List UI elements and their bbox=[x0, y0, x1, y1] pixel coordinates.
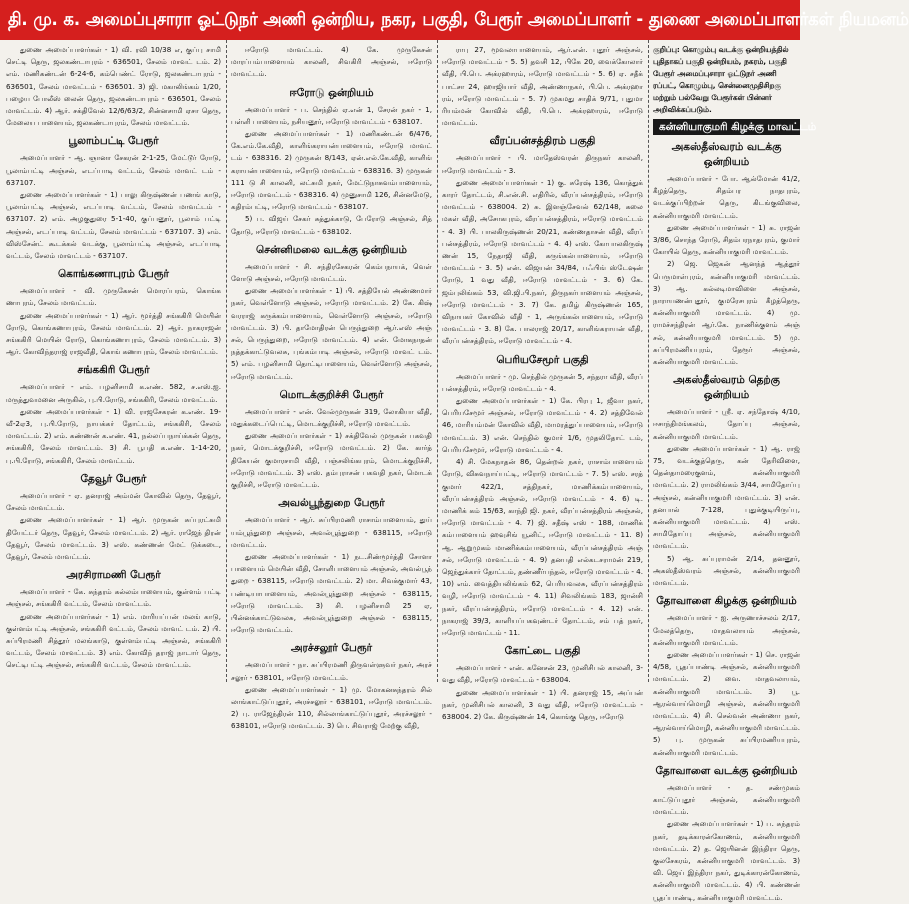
notice-paragraph: துணை அமைப்பாளர்கள் - 1) பி. தனராஜ் 15, அப்பன் நகர், முனிசிபல் காலனி, 3 வது வீதி, ஈரோடு மாவட்டம் - 638004. 2) கே. கிருஷ்ணன் 14, கொங்கு தெரு, ஈரோடு bbox=[442, 687, 643, 721]
section-heading: அரசிராமணி பேரூர் bbox=[66, 569, 161, 582]
notice-paragraph: அமைப்பாளர் - என். கனேசன் 23, முனிசிபல் காலனி, 3-வது வீதி, ஈரோடு மாவட்டம் - 638004. bbox=[442, 663, 643, 685]
section-heading: கொங்கணாபுரம் பேரூர் bbox=[57, 268, 170, 281]
section-heading: தோவாளை வடக்கு ஒன்றியம் bbox=[655, 764, 798, 777]
notice-paragraph: அமைப்பாளர் - வி. முருகேசன் மொரப்பரம், கொங்க ணாபுரம், சேலம் மாவட்டம். bbox=[6, 286, 221, 308]
section-heading: பெரியசேமூர் பகுதி bbox=[496, 353, 589, 366]
notice-paragraph: அமைப்பாளர் - மு. செந்தில் முருகன் 5, சந்தரா வீதி, வீரப் பன்சத்திரம், ஈரோடு மாவட்டம் - 4. bbox=[442, 371, 643, 393]
notice-paragraph: துணை அமைப்பாளர்கள் - 1) எம். மாரியப்பன் மலங் காடு, குள்ளம்பட்டி அஞ்சல், சங்ககிரி வட்டம், சேலம் மாவட் டம். 2) பி. சுப்பிரமணி சித்தூர் மலங்காடு, குள்ளம்பட்டி அஞ்சல், சங்ககிரி வட்டம், சேலம் மாவட்டம். 3) எம். கோவிந் தராஜ் நாடார் தெரு, செட்டிபட்டி அஞ்சல், சங்ககிரி வட்டம், சேலம் மாவட்டம். bbox=[6, 611, 221, 670]
notice-paragraph: துணை அமைப்பாளர்கள் - 1) மு. மோகனசுந்தரம் சில் லாங்காட்டுப்புதூர், அரச்சலூர் - 638101, ஈரோடு மாவட்டம். 2) பு. ராஜேந்திரன் 110, சில்லாங்காட்டுப்புதூர், அரச்சலூர் - 638101, ஈரோடு மாவட்டம். 3) பெ. சிவராஜ் மேற்கு வீதி, bbox=[231, 684, 432, 731]
section-heading: அகஸ்தீஸ்வரம் வடக்கு ஒன்றியம் bbox=[671, 141, 782, 168]
notice-paragraph: 4) சி. மேகநாதன் 86, தென்றல் நகர், ராசாம்பாளையம் ரோடு, விசுவநாய்பட்டி, ஈரோடு மாவட்டம் - 7. 5) எஸ். சரத் குமார் 422/1, சத்திநகர், மாணிக்கம்பாளையம், வீரப்பன்சத்திரம் அஞ்சல், ஈரோடு மாவட்டம் - 4. 6) டி. மாணிக் கம் 15/63, காந்தி ஜி. நகர், வீரப்பன்சத்திரம் அஞ்சல், ஈரோடு மாவட்டம் - 4. 7) ஜி. சதீஷ் எஸ் - 188, மாணிக் கம்பாளையம் ஹவுசிங் யூனிட், ஈரோடு மாவட்டம் - 11. 8) ஆ. ஆறுமுகம் மாணிக்கம்பாளையம், வீரப்பன்சத்திரம் அஞ் சல், ஈரோடு மாவட்டம் - 4. 9) தனபதி எல்கடசராமன் 219, ஜெந்துக்கார் தோட்டம், தண்ணீர்பந்தல், ஈரோடு மாவட்டம் - 4. 10) எம். வைத்தியலிங்கம் 62, பெரியவலசு, வீரப்பன்சத்திரம் வழி, ஈரோடு மாவட்டம் - 4. 11) சிவலிங்கம் 183, ஜான்சி நகர், வீரப்பன்சத்திரம், ஈரோடு மாவட்டம் - 4. 12) என். நாகராஜ் 39/3, காளியப்பகவுண்டர் தோட்டம், சம் பத் நகர், ஈரோடு மாவட்டம் - 11. bbox=[442, 457, 643, 637]
notice-paragraph: துணை அமைப்பாளர்கள் - 1) வி. ரவி 10/38 எ, குப்பு சாமி செட்டி தெரு, ஜலகண்டாபுரம் - 636501, சேலம் மாவட் டம். 2) எம். மணிகண்டன் 6-24-6, கம்பெண்ட் ரோடு, ஜலகண்டாபுரம் - 636501, சேலம் மாவட்டம் - 636501. 3) ஜி. மகாலிங்கம் 1/20, பழைய போலீஸ் லைன் தெரு, ஜலகண்டாபுரம் - 636501, சேலம் மாவட்டம். 4) ஆர். சக்திவேல் 12/6/63/2, சின்னசாமி ஏசா தெரு, மேலைய பாளையம், ஜலகண்டாபுரம், சேலம் மாவட்டம். bbox=[6, 45, 221, 128]
headline: தி. மு. க. அமைப்புசாரா ஓட்டுநர் அணி ஒன்றிய, நகர, பகுதி, பேரூர் அமைப்பாளர் - துணை அமைப்பாளர்கள் நியமனம் bbox=[8, 9, 909, 30]
section-heading: மொடக்குறிச்சி பேரூர் bbox=[279, 388, 384, 401]
section-heading: ஈரோடு ஒன்றியம் bbox=[289, 86, 374, 99]
column-divider bbox=[437, 40, 438, 682]
column-1 bbox=[6, 40, 221, 682]
notice-paragraph: அமைப்பாளர் - ப. செந்தில் ஏ.என் 1, சேரன் நகர் - 1, பள்ளி பாளையம், நசியனூர், ஈரோடு மாவட்டம் - 638107. bbox=[231, 104, 432, 126]
notice-paragraph: 5) ஆ. சுப்புராமன் 2/14, தனனூர், அகஸ்தீஸ்வரம் அஞ்சல், கன்னியாகுமரி மாவட்டம். bbox=[653, 553, 800, 588]
notice-paragraph: அமைப்பாளர் - போ. ஆல்மோன் 41/2, கீழத்தெரு, சிதம்பர நாதபுரம், வடக்குப்பிற்றன் தெரு, கிடங்குவிலை, கன்னியாகுமரி மாவட்டம். bbox=[653, 174, 800, 220]
section-heading: தோவாளை கிழக்கு ஒன்றியம் bbox=[656, 595, 797, 608]
notice-paragraph: ஈரோடு மாவட்டம். 4) கே. முருகேசன் மாரப்பம்பாளையம் காலனி, சிவகிரி அஞ்சல், ஈரோடு மாவட்டம். bbox=[231, 45, 432, 79]
notice-paragraph: அமைப்பாளர் - ஆ. ஞானா சேகரன் 2-1-25, மேட்டூர் ரோடு, பூலாம்பட்டி அஞ்சல், எடப்பாடி வட்டம், சேலம் மாவட் டம் - 637107. bbox=[6, 153, 221, 187]
headline-banner bbox=[0, 0, 909, 40]
note-paragraph: குறிப்பு: கொழும்பு வடக்கு ஒன்றியத்தில் புதிதாகப் பகுதி ஒன்றியம், நகரம், பகுதி பேரூர் அமைப்புசாரா ஓட்டுநர் அணி ரப்பட், கொழும்பு, சென்னைமுதிசிறகு மற்றும் பல்வேறு பேரூர்கள் பின்னர் அறிவிக்கப்படும். bbox=[653, 45, 789, 114]
notice-paragraph: துணை அமைப்பாளர்கள் - 1) வி. ராஜசேகரன் க.எண். 19-வீ-2ஏ3, பு.பி.ரோடு, நாயக்கர் தோட்டம், சங்ககிரி, சேலம் மாவட்டம். 2) எம். கண்ணன் க.எண். 41, நல்லப்பநாய்க்கன் தெரு, சங்ககிரி, சேலம் மாவட்டம். 3) சி. பூபதி க.எண். 1-14-20, பு.பி.ரோடு, சங்ககிரி, சேலம் மாவட்டம். bbox=[6, 406, 221, 465]
notice-paragraph: துணை அமைப்பாளர்கள் - 1) ஆர். முருகன் சுப்புரட்சுமி தியேட்டர் தெரு, தேவூர், சேலம் மாவட்டம். 2) ஆர். ராஜேந் திரன் தேவூர், சேலம் மாவட்டம். 3) எஸ். கண்ணன் மேட் டுக்கடை, தேவூர், சேலம் மாவட்டம். bbox=[6, 515, 221, 561]
notice-paragraph: துணை அமைப்பாளர்கள் - 1) ஆர். மூர்த்தி சங்ககிரி மெயின் ரோடு, கொங்கணாபுரம், சேலம் மாவட்டம். 2) ஆர். நாகராஜன் சங்ககிரி மெயின் ரோடு, கொங்கணாபுரம், சேலம் மாவட்டம். 3) ஆர். கோவிந்தராஜ் ராஜவீதி, கொங் கணாபுரம், சேலம் மாவட்டம். bbox=[6, 310, 221, 357]
column-4 bbox=[653, 40, 817, 902]
column-divider bbox=[648, 40, 649, 682]
notice-paragraph: ராபு 27, மூவலாபாளையம், ஆர்.என். புதூர் அஞ்சல், ஈரோடு மாவட்டம் - 5. 5) தவசி 12, பிகே 20, வைக்கோலார் வீதி, பி.பெ. அக்ரஹாரம், ஈரோடு மாவட்டம் - 5. 6) ஏ. சதீக் பாட்சா 24, ஹாஜியார் வீதி, அண்ணாநகர், பி.பெ. அக்ரஹா ரம், ஈரோடு மாவட்டம் - 5. 7) முகமது சாதிக் 9/71, புதுமா ரியம்மன் கோவில் வீதி, பி.பெ. அக்ரஹாரம், ஈரோடு மாவட்டம். bbox=[442, 45, 643, 128]
notice-paragraph: துணை அமைப்பாளர்கள் - 1) ஆ. ராஜ் 75, வடக்குத்தெரு, கன் தேரிவிளை, தென்தாமரைகுளம், கன்னியாகுமரி மாவட்டம். 2) ராமலிங்கம் 3/44, சாமிதோப்பு அஞ்சல், கன்னியாகுமரி மாவட்டம். 3) என். தனபால் 7-128, புதுக்குடியிருப்பு, கன்னியாகுமரி மாவட்டம். 4) எஸ். சாமிதோப்பு அஞ்சல், கன்னியாகுமரி மாவட்டம். bbox=[653, 443, 800, 551]
notice-paragraph: அமைப்பாளர் - ஸ்ரீ. ஏ. சந்தோஷ் 4/10, ஈசாந்திமங்கலம், தோப்பு அஞ்சல், கன்னியாகுமரி மாவட்டம். bbox=[653, 407, 800, 441]
notice-paragraph: அமைப்பாளர் - கே. சுந்தரம் கல்லம்பாளையம், குள்ளம் பட்டி அஞ்சல், சங்ககிரி வட்டம், சேலம் மாவட்டம். bbox=[6, 587, 221, 609]
section-heading: கோட்டை பகுதி bbox=[504, 645, 581, 658]
column-divider bbox=[226, 40, 227, 682]
section-heading: தேவூர் பேரூர் bbox=[80, 472, 147, 485]
notice-paragraph: அமைப்பாளர் - சி. சந்திரசேகரன் கெம்பநாயக், வெள் ளோடு அஞ்சல், ஈரோடு மாவட்டம். bbox=[231, 261, 432, 284]
notice-paragraph: அமைப்பாளர் - எம். பழனிசாமி க.எண். 582, ச.எஸ்.ஐ. மருத்துவமனை அருகில், பு.பி.ரோடு, சங்ககிரி, சேலம் மாவட்டம். bbox=[6, 382, 221, 404]
notice-paragraph: 5) ப. விஜய் சேகர் சுத்துக்காடு, பேரோடு அஞ்சல், சித் தோடு, ஈரோடு மாவட்டம் - 638102. bbox=[231, 214, 432, 236]
column-2 bbox=[231, 40, 432, 731]
article-body bbox=[0, 40, 817, 902]
section-heading: அரச்சலூர் பேரூர் bbox=[290, 642, 373, 655]
notice-paragraph: அமைப்பாளர் - ஏ. தனராஜ் அம்மன் கோவில் தெரு, தேவூர், சேலம் மாவட்டம். bbox=[6, 490, 221, 513]
notice-paragraph: 2) ஜெ. ஜெகன் ஆனந்த் ஆத்தூர் பெருமாள்புரம், கன்னியாகுமரி மாவட்டம். 3) ஆ. கல்லடிமாவிளை அஞ்சல், நாராயணன்புதூர், குமரேசபுரம் கீழத்தெரு, கன்னியாகுமரி மாவட்டம். 4) மு. ராமச்சந்திரன் ஆர்.கே. நாணிக்குளம் அஞ் சல், கன்னியாகுமரி மாவட்டம். 5) மு. சுப்பிரமணியபுரம், தேரூர் அஞ்சல், கன்னியாகுமரி மாவட்டம். bbox=[653, 259, 800, 367]
section-heading: சென்னிமலை வடக்கு ஒன்றியம் bbox=[256, 243, 407, 256]
notice-paragraph: துணை அமைப்பாளர்கள் - 1) ப. சுந்தரம் நகர், தடிக்காரன்கோணம், கன்னியாகுமரி மாவட்டம். 2) த. ஜெயினன் இந்திரா தெரு, குலசேகரம், கன்னியாகுமரி மாவட்டம். 3) வி. ஜெய் இந்திரா நகர், துடிக்காரன்கோணம், கன்னியாகுமரி மாவட்டம். 4) பி. கண்ணன் பூதப்பாண்டி, கன்னியாகுமரி மாவட்டம். bbox=[653, 819, 800, 902]
section-heading: அவல்பூந்துறை பேரூர் bbox=[278, 497, 385, 510]
notice-paragraph: துணை அமைப்பாளர்கள் - 1) சு. ராஜன் 3/86, சொந்த ரோடு, சிதம்பரநாதபுரம், குமார் கோயில் தெரு, கன்னியாகுமரி மாவட்டம். bbox=[653, 222, 800, 257]
notice-paragraph: துணை அமைப்பாளர்கள் - 1) பாலு கிருஷ்ணன் பணங் காடு, பூலாம்பட்டி அஞ்சல், எடப்பாடி வட்டம், சேலம் மாவட்டம் - 637107. 2) எம். அழகுதுரை 5-1-40, குப்பனூர், பூலாம் பட்டி அஞ்சல், எடப்பாடி வட்டம், சேலம் மாவட்டம் - 637107. 3) எம். விஸ்சேன்ட் கூடக்கல் வடக்கு, பூலாம்பட்டி அஞ்சல், எடப்பாடி வட்டம், சேலம் மாவட்டம் - 637107. bbox=[6, 190, 221, 261]
section-heading: வீரப்பன்சத்திரம் பகுதி bbox=[489, 135, 596, 148]
notice-paragraph: துணை அமைப்பாளர்கள் - 1) பி. சத்தியேல் அண்ணமார் நகர், வெள்ளோடு அஞ்சல், ஈரோடு மாவட்டம். 2) கே. கிஷ் வரராஜ் கருக்கம்பாளையம், வெள்ளோடு அஞ்சல், ஈரோடு மாவட்டம். 3) பி. தாமோதிரன் பெருந்துறை ஆர்.எஸ் அஞ் சல், பெருந்துறை, ஈரோடு மாவட்டம். 4) என். மோகநாதன் நத்தக்காட்டுவலசு, புங்கம்பாடி அஞ்சல், ஈரோடு மாவட் டம். 5) எம். பழனிசாமி தொட்டிபாளையம், வெள்ளோடு அஞ்சல், ஈரோடு மாவட்டம். bbox=[231, 286, 432, 381]
notice-paragraph: அமைப்பாளர் - என். வேல்முருகன் 319, லோகியா வீதி, மதுக்கடைப்பெட்டி, மொடக்குறிச்சி, ஈரோடு மாவட்டம். bbox=[231, 406, 432, 429]
notice-paragraph: துணை அமைப்பாளர்கள் - 1) நட.சிண்மூர்த்தி சோளா பாளையம் மெயின் வீதி, சோளிபாளையம் அஞ்சல், அவல்பூந் துறை - 638115, ஈரோடு மாவட்டம். 2) மா. சிவக்குமார் 43, பண்டியாபாளையம், அவல்பூந்துறை அஞ்சல் - 638115, ஈரோடு மாவட்டம். 3) சி. பழனிசாமி 25 ஏ, பின்னக்காட்டுவலசு, அவல்பூந்துறை அஞ்சல் - 638115, ஈரோடு மாவட்டம். bbox=[231, 551, 432, 635]
notice-paragraph: அமைப்பாளர் - ஐ. அருணாச்சலம் 2/17, மேலத்தெரு, மாதவலாயம் அஞ்சல், கன்னியாகுமரி மாவட்டம். bbox=[653, 613, 800, 647]
notice-paragraph: அமைப்பாளர் - த. சண்முகம் காட்டுப்புதூர் அஞ்சல், கன்னியாகுமரி மாவட்டம். bbox=[653, 782, 800, 817]
notice-paragraph: அமைப்பாளர் - நா. சுப்பிரமணி திருவள்ளுவர் நகர், அரச் சலூர் - 638101, ஈரோடு மாவட்டம். bbox=[231, 660, 432, 682]
notice-paragraph: துணை அமைப்பாளர்கள் - 1) செ. ராஜன் 4/58, பூதப்பாண்டி அஞ்சல், கன்னியாகுமரி மாவட்டம். 2) வை. மாதவலாயம், கன்னியாகுமரி மாவட்டம். 3) பூ. ஆரல்வாய்மொழி அஞ்சல், கன்னியாகுமரி மாவட்டம். 4) சி. செல்வன் அண்ணா நகர், ஆரல்வாய்மொழி, கன்னியாகுமரி மாவட்டம். 5) பு. முருகன் சுப்பிரமணியபுரம், கன்னியாகுமரி மாவட்டம். bbox=[653, 649, 800, 757]
notice-paragraph: துணை அமைப்பாளர்கள் - 1) மணிகண்டன் 6/476, கே.எம்.கே.வீதி, காளிங்கராயன்பாளையம், ஈரோடு மாவட் டம் - 638316. 2) முருகன் 8/143, ஏன்.எல்.கே.வீதி, காளிங் கராயன்பாளையம், ஈரோடு மாவட்டம் - 638316. 3) முருகன் 111 டு சி காலனி, லட்சுமி நகர், மேட்டுநாசுவம்பாளையம், ஈரோடு மாவட்டம் - 638316. 4) முனுசாமி 126, சின்னமேடு, கதிரம்பட்டி, ஈரோடு மாவட்டம் - 638107. bbox=[231, 129, 432, 212]
notice-paragraph: துணை அமைப்பாளர்கள் - 1) சக்திவேல் முருகன் பகவதி நகர், மொடக்குறிச்சி, ஈரோடு மாவட்டம். 2) கே. கார்த் திகேயன் குமாரசாமி வீதி, பஞ்சலிங்கபுரம், மொடக்குறிச்சி, ஈரோடு மாவட்டம். 3) எஸ். தம்புராசன் பகவதி நகர், மொடக் குறிச்சி, ஈரோடு மாவட்டம். bbox=[231, 431, 432, 490]
notice-paragraph: துணை அமைப்பாளர்கள் - 1) கு. சுரேஷ் 136, கொத்துக் காரர் தோட்டம், சி.என்.சி. எதிரில், வீரப்பன்சத்திரம், ஈரோடு மாவட்டம் - 638004. 2) சு. இளஞ்சேவல் 62/148, கலை மகள் வீதி, அசோகபுரம், வீரப்பன்சத்திரம், ஈரோடு மாவட்டம் - 4. 3) பி. பாலகிருஷ்ணன் 20/21, கண்ணதாசன் வீதி, வீரப் பன்சத்திரம், ஈரோடு மாவட்டம் - 4. 4) எஸ். கோபாலகிருஷ் ணன் 15, நேதாஜி வீதி, கருங்கல்பாளையம், ஈரோடு மாவட்டம் - 3. 5) என். விஜயன் 34/84, பஃபிங் ஸ்டேஷன் ரோடு, 1 வது வீதி, ஈரோடு மாவட்டம் - 3. 6) கே. ஜம்புலிங்கம் 53, வி.ஜி.பி.நகர், திருநகர்பாளையம் அஞ்சல், ஈரோடு மாவட்டம் - 3. 7) கே. தமிழ் கிருஷ்ணன் 165, விநாயகர் கோவில் வீதி - 1, அருங்கல்பாளையம், ஈரோடு மாவட்டம் - 3. 8) கே. பாலராஜ் 20/17, காளிங்கராயன் வீதி, வீரப்பன்சத்திரம், ஈரோடு மாவட்டம் - 4. bbox=[442, 177, 643, 346]
notice-paragraph: துணை அமைப்பாளர்கள் - 1) கே. பிரபு 1, ஜீவா நகர், பெரியசேமூர் அஞ்சல், ஈரோடு மாவட்டம் - 4. 2) சத்திவேல் 46, மாரியம்மன் கோவில் வீதி, மாமரத்துப்பாளையம், ஈரோடு மாவட்டம். 3) என். செந்தில் குமார் 1/6, முதலிதோட் டம், பெரியசேமூர், ஈரோடு மாவட்டம் - 4. bbox=[442, 396, 643, 454]
section-heading: சங்ககிரி பேரூர் bbox=[77, 364, 150, 377]
column-3 bbox=[442, 40, 643, 721]
section-heading: பூலாம்பட்டி பேரூர் bbox=[68, 135, 159, 148]
district-heading-bar: கன்னியாகுமரி கிழக்கு மாவட்டம் bbox=[653, 119, 800, 135]
section-heading: அகஸ்தீஸ்வரம் தெற்கு ஒன்றியம் bbox=[673, 374, 780, 402]
notice-paragraph: அமைப்பாளர் - பி. மாதேஸ்வரன் திருநகர் காலனி, ஈரோடு மாவட்டம் - 3. bbox=[442, 153, 643, 175]
notice-paragraph: அமைப்பாளர் - ஆர். சுப்பிரமணி ராசாம்பாளையம், துய் யம்பூந்துறை அஞ்சல், அவல்பூந்துறை - 638115, ஈரோடு மாவட்டம். bbox=[231, 515, 432, 549]
